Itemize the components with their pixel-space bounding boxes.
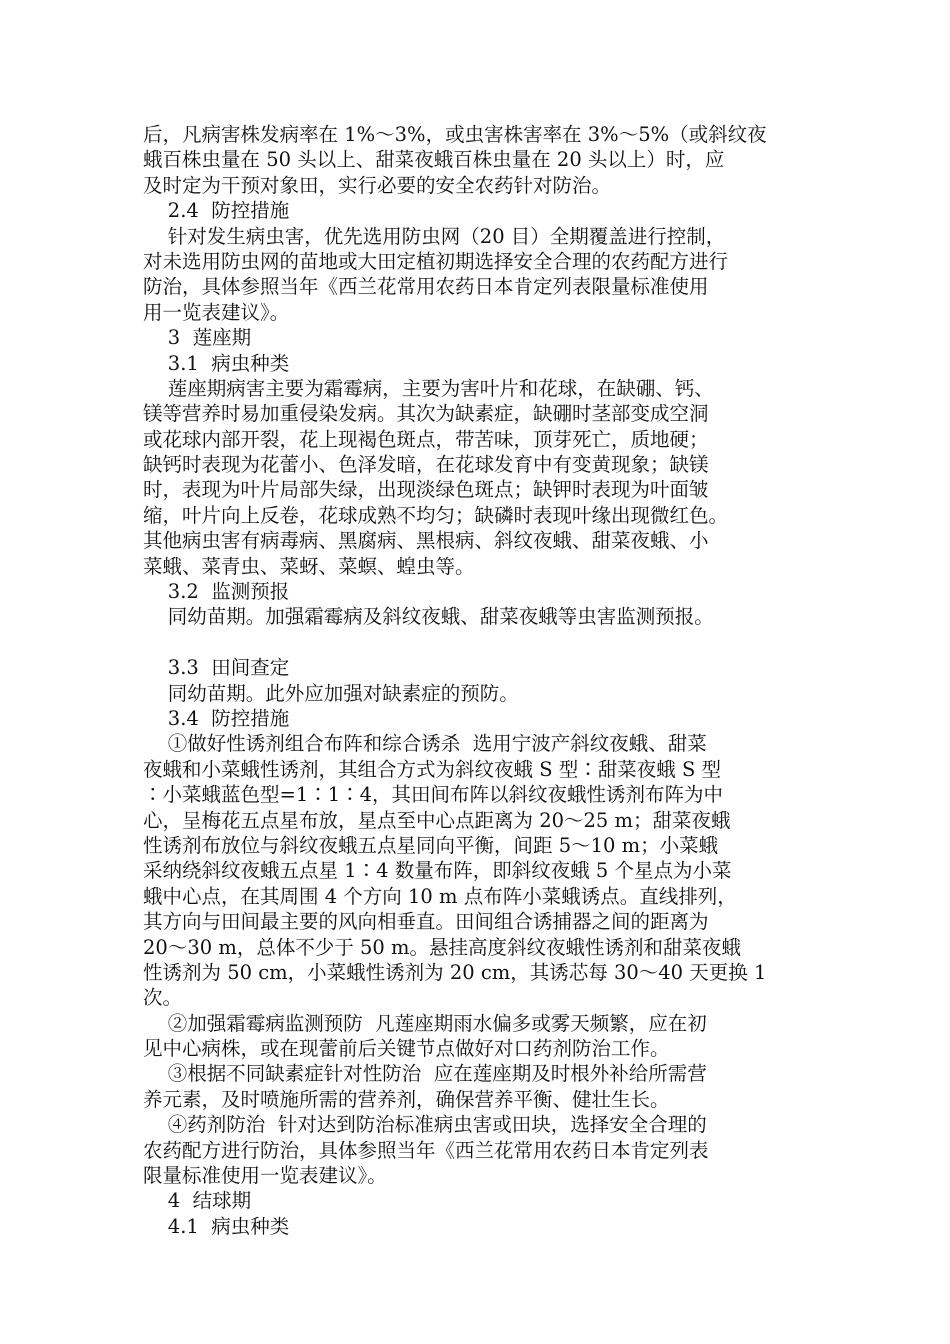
document-body — [143, 122, 813, 1239]
section-heading: 3.2 监测预报 — [143, 580, 290, 604]
text-line: 夜蛾和小菜蛾性诱剂，其组合方式为斜纹夜蛾 S 型∶甜菜夜蛾 S 型 — [143, 757, 722, 781]
text-line: 其方向与田间最主要的风向相垂直。田间组合诱捕器之间的距离为 — [143, 910, 709, 934]
text-line: 后，凡病害株发病率在 1%～3%，或虫害株害率在 3%～5%（或斜纹夜 — [143, 123, 767, 146]
text-line: 蛾百株虫量在 50 头以上、甜菜夜蛾百株虫量在 20 头以上）时，应 — [143, 148, 725, 172]
text-line: 及时定为干预对象田，实行必要的安全农药针对防治。 — [143, 173, 612, 197]
section-heading: 3.1 病虫种类 — [143, 351, 290, 375]
text-line: 同幼苗期。此外应加强对缺素症的预防。 — [143, 681, 519, 705]
text-line: 心，呈梅花五点星布放，星点至中心点距离为 20～25 m；甜菜夜蛾 — [143, 808, 731, 832]
section-heading: 3.4 防控措施 — [143, 706, 290, 730]
text-line: ④药剂防治 针对达到防治标准病虫害或田块，选择安全合理的 — [143, 1113, 707, 1137]
text-line: ②加强霜霉病监测预防 凡莲座期雨水偏多或雾天频繁，应在初 — [143, 1011, 707, 1035]
text-line: 缩，叶片向上反卷，花球成熟不均匀；缺磷时表现叶缘出现微红色。 — [143, 503, 729, 527]
text-line: 蛾中心点，在其周围 4 个方向 10 m 点布阵小菜蛾诱点。直线排列， — [143, 884, 737, 908]
text-line: 用一览表建议》。 — [143, 300, 290, 324]
text-line: 缺钙时表现为花蕾小、色泽发暗，在花球发育中有变黄现象；缺镁 — [143, 453, 709, 477]
text-line: 防治，具体参照当年《西兰花常用农药日本肯定列表限量标准使用 — [143, 275, 709, 299]
text-line: 其他病虫害有病毒病、黑腐病、黑根病、斜纹夜蛾、甜菜夜蛾、小 — [143, 529, 709, 553]
text-line: 或花球内部开裂，花上现褐色斑点，带苦味，顶芽死亡，质地硬； — [143, 427, 709, 451]
text-line: 性诱剂布放位与斜纹夜蛾五点星同向平衡，间距 5～10 m；小菜蛾 — [143, 833, 719, 857]
text-line: 菜蛾、菜青虫、菜蚜、菜螟、蝗虫等。 — [143, 554, 475, 578]
section-heading: 3 莲座期 — [143, 326, 252, 350]
text-line: 见中心病株，或在现蕾前后关键节点做好对口药剂防治工作。 — [143, 1037, 670, 1061]
text-line: 时，表现为叶片局部失绿，出现淡绿色斑点；缺钾时表现为叶面皱 — [143, 478, 709, 502]
text-line: 20～30 m，总体不少于 50 m。悬挂高度斜纹夜蛾性诱剂和甜菜夜蛾 — [143, 935, 742, 959]
text-line: 采纳绕斜纹夜蛾五点星 1∶4 数量布阵，即斜纹夜蛾 5 个星点为小菜 — [143, 859, 732, 883]
text-line: 农药配方进行防治，具体参照当年《西兰花常用农药日本肯定列表 — [143, 1138, 709, 1162]
text-line: 镁等营养时易加重侵染发病。其次为缺素症，缺硼时茎部变成空洞 — [143, 402, 709, 426]
text-line: 限量标准使用一览表建议》。 — [143, 1164, 387, 1188]
text-line: ③根据不同缺素症针对性防治 应在莲座期及时根外补给所需营 — [143, 1062, 707, 1086]
section-heading: 3.3 田间查定 — [143, 656, 290, 680]
section-heading: 2.4 防控措施 — [143, 199, 290, 223]
text-line: 养元素，及时喷施所需的营养剂，确保营养平衡、健壮生长。 — [143, 1087, 670, 1111]
text-line: 同幼苗期。加强霜霉病及斜纹夜蛾、甜菜夜蛾等虫害监测预报。 — [143, 605, 714, 629]
text-line: 莲座期病害主要为霜霉病，主要为害叶片和花球，在缺硼、钙、 — [143, 376, 714, 400]
text-line: ∶小菜蛾蓝色型=1∶1∶4，其田间布阵以斜纹夜蛾性诱剂布阵为中 — [143, 783, 724, 807]
text-line: ①做好性诱剂组合布阵和综合诱杀 选用宁波产斜纹夜蛾、甜菜 — [143, 732, 707, 756]
section-heading: 4 结球期 — [143, 1189, 252, 1213]
section-heading: 4.1 病虫种类 — [143, 1214, 290, 1238]
text-line: 对未选用防虫网的苗地或大田定植初期选择安全合理的农药配方进行 — [143, 249, 729, 273]
text-line: 性诱剂为 50 cm，小菜蛾性诱剂为 20 cm，其诱芯每 30～40 天更换 1 — [143, 960, 767, 984]
text-line: 针对发生病虫害，优先选用防虫网（20 目）全期覆盖进行控制， — [143, 224, 726, 248]
blank-line — [143, 630, 813, 655]
text-line: 次。 — [143, 986, 183, 1010]
